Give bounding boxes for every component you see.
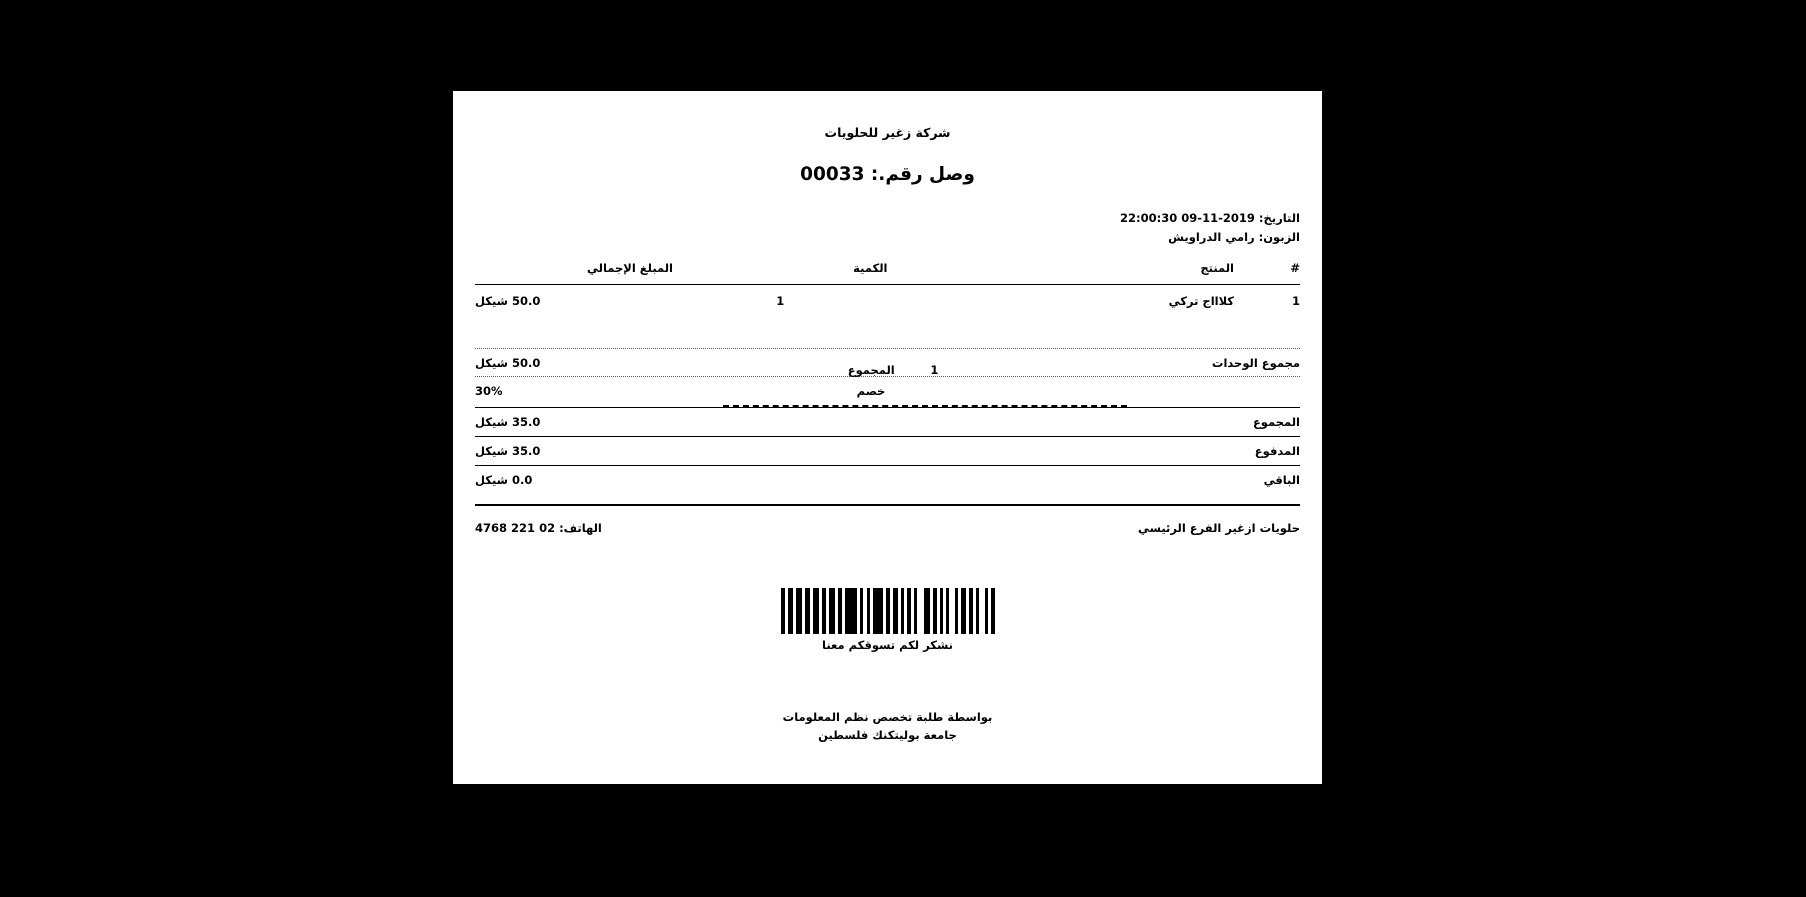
paid-label: المدفوع	[1254, 444, 1300, 458]
items-gap	[475, 317, 1300, 348]
units-label: مجموع الوحدات	[1211, 355, 1300, 370]
items-table	[475, 261, 1300, 317]
credit-line-2: جامعة بوليتكنك فلسطين	[818, 727, 957, 742]
table-row	[475, 285, 1300, 318]
items-table-body	[475, 285, 1300, 318]
subtotal-mid-value: 1	[930, 362, 939, 377]
change-value: 0.0 شيكل	[475, 473, 533, 487]
discount-label: خصم	[856, 384, 886, 398]
barcode	[781, 588, 995, 634]
paid-value: 35.0 شيكل	[475, 444, 541, 458]
cell-product: كلاااج تركي	[888, 285, 1235, 318]
items-header-row	[475, 261, 1300, 285]
cell-total: 50.0 شيكل	[475, 285, 673, 318]
change-label: الباقي	[1263, 473, 1300, 487]
total-value: 35.0 شيكل	[475, 415, 541, 429]
thanks-message: نشكر لكم تسوقكم معنا	[822, 638, 953, 652]
pre-footer-gap	[475, 494, 1300, 504]
header-quantity: الكمية	[853, 261, 888, 275]
summary-change-row	[475, 466, 1300, 494]
footer-branch: حلويات ازغير الفرع الرئيسي	[1138, 521, 1300, 535]
footer-phone: الهاتف: 02 221 4768	[475, 521, 602, 535]
total-label: المجموع	[1252, 415, 1300, 429]
cell-index: 1	[1234, 285, 1300, 318]
summary-total-row	[475, 408, 1300, 436]
footer-info	[475, 521, 1300, 535]
discount-value: 30%	[475, 384, 503, 398]
credit-line-1: بواسطة طلبة تخصص نظم المعلومات	[782, 710, 993, 724]
items-table-head	[475, 261, 1300, 285]
cell-quantity: 1	[673, 285, 888, 318]
summary-discount-row	[475, 377, 1300, 405]
header-index: #	[1290, 261, 1300, 275]
subtotal-mid-label: المجموع	[847, 362, 895, 377]
store-name: شركة زغير للحلويات	[824, 125, 951, 140]
subtotal-value: 50.0 شيكل	[475, 355, 541, 370]
header-total: المبلغ الإجمالي	[587, 261, 673, 275]
receipt-number: وصل رقم.: 00033	[800, 164, 975, 185]
divider-thick	[475, 504, 1300, 506]
summary-subtotal-row	[475, 349, 1300, 376]
receipt-content	[475, 91, 1300, 784]
credits	[475, 709, 1300, 745]
receipt-meta	[475, 211, 1300, 244]
receipt-date: التاريخ: 2019-11-09 22:00:30	[1120, 211, 1300, 225]
summary-paid-row	[475, 437, 1300, 465]
receipt-paper	[453, 91, 1322, 784]
receipt-customer: الزبون: رامي الدراويش	[1168, 230, 1300, 244]
barcode-area	[475, 573, 1300, 619]
header-product: المنتج	[1200, 261, 1234, 275]
